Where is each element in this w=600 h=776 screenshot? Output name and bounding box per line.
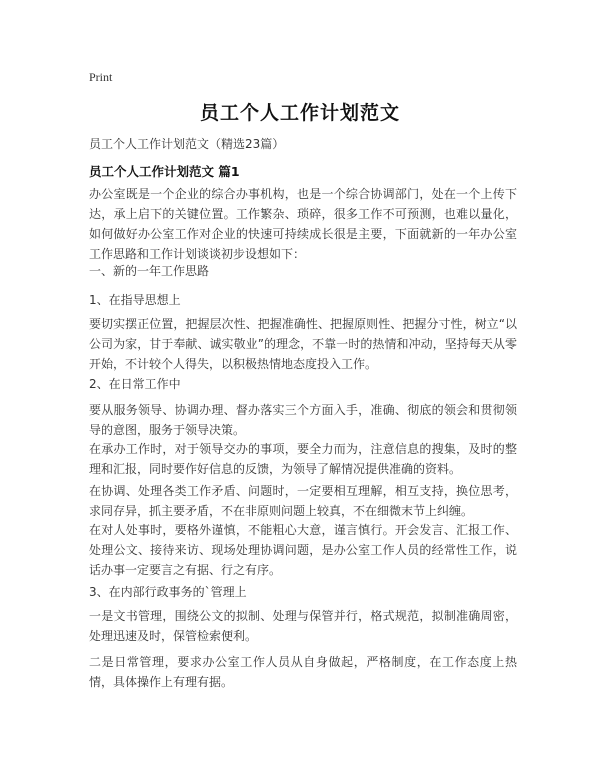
- paragraph-coordination: 在协调、处理各类工作矛盾、问题时，一定要相互理解，相互支持，换位思考，求同存异，抓主要矛盾，不在非原则问题上较真，不在细微末节上纠缠。: [89, 484, 517, 518]
- section-heading: 员工个人工作计划范文 篇1: [89, 164, 240, 179]
- paragraph-guiding-ideology: 要切实摆正位置，把握层次性、把握准确性、把握原则性、把握分寸性，树立“以公司为家，甘于奉献、诚实敬业”的理念，不靠一时的热情和冲动，坚持每天从零开始，不计较个人得失，以积极热情地态度投入工作。: [89, 317, 517, 371]
- heading-admin-affairs: 3、在内部行政事务的`管理上: [89, 585, 247, 599]
- document-subtitle: 员工个人工作计划范文（精选23篇）: [89, 137, 285, 151]
- paragraph-daily-management: 二是日常管理，要求办公室工作人员从自身做起，严格制度，在工作态度上热情，具体操作上有理有据。: [89, 655, 517, 689]
- heading-daily-work: 2、在日常工作中: [89, 377, 181, 391]
- paragraph-conduct: 在对人处事时，要格外谨慎，不能粗心大意，谨言慎行。开会发言、汇报工作、处理公文、接待来访、现场处理协调问题，是办公室工作人员的经常性工作，说话办事一定要言之有据、行之有序。: [89, 523, 517, 577]
- paragraph-undertake-work: 在承办工作时，对于领导交办的事项，要全力而为，注意信息的搜集，及时的整理和汇报，同时要作好信息的反馈，为领导了解情况提供准确的资料。: [89, 442, 517, 476]
- paragraph-document-management: 一是文书管理，围绕公文的拟制、处理与保管并行，格式规范，拟制准确周密，处理迅速及时，保管检索便利。: [89, 609, 517, 643]
- document-title: 员工个人工作计划范文: [199, 102, 400, 124]
- intro-paragraph: 办公室既是一个企业的综合办事机构，也是一个综合协调部门，处在一个上传下达，承上启下的关键位置。工作繁杂、琐碎，很多工作不可预测，也难以量化，如何做好办公室工作对企业的快速可持续成长很是主要，下面就新的一年办公室工作思路和工作计划谈谈初步设想如下：: [89, 187, 517, 261]
- heading-guiding-ideology: 1、在指导思想上: [89, 293, 181, 307]
- heading-work-ideas: 一、新的一年工作思路: [89, 264, 210, 278]
- paragraph-serve-leaders: 要从服务领导、协调办理、督办落实三个方面入手，准确、彻底的领会和贯彻领导的意图，服务于领导决策。: [89, 403, 517, 437]
- print-label[interactable]: Print: [89, 70, 113, 84]
